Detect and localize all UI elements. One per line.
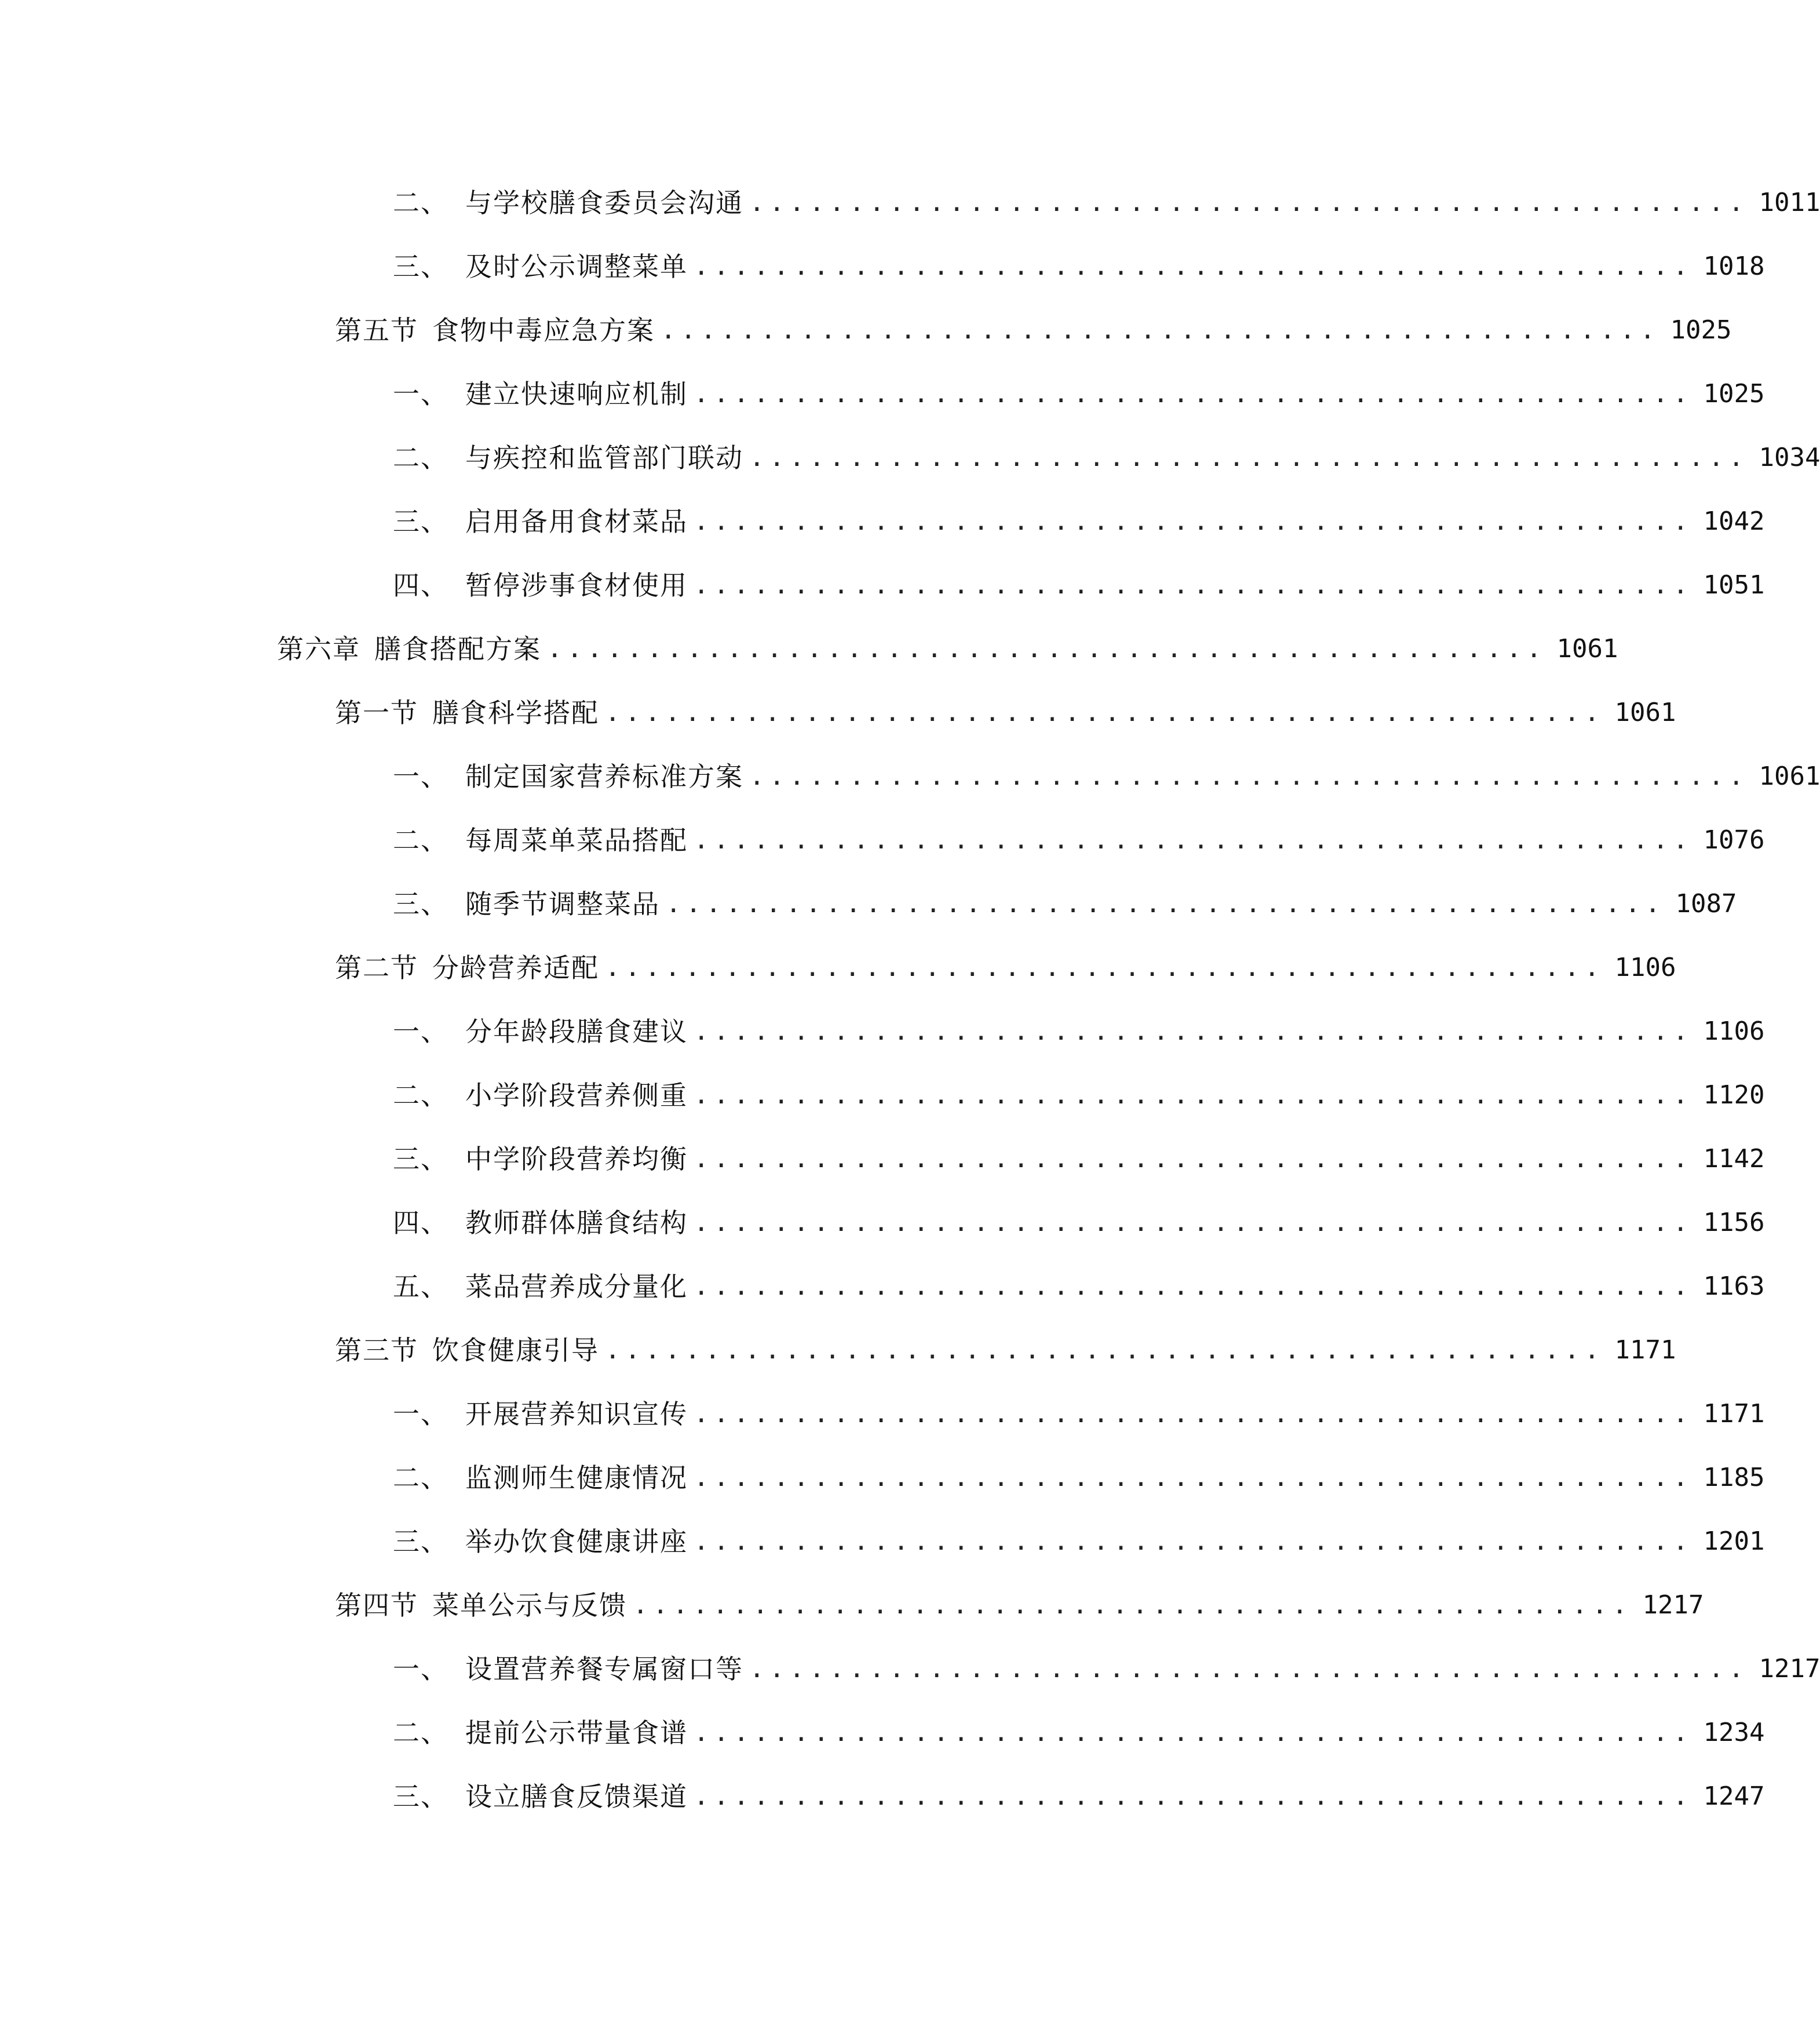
toc-label (335, 942, 599, 994)
toc-title: 设置营养餐专属窗口等 (465, 1653, 743, 1685)
toc-marker: 第五节 (335, 315, 418, 346)
toc-label (393, 368, 688, 420)
toc-entry[interactable] (393, 1005, 1765, 1058)
toc-title: 设立膳食反馈渠道 (465, 1781, 688, 1812)
toc-page-number: 1217 (1759, 1654, 1820, 1684)
toc-page-number: 1018 (1703, 252, 1765, 281)
toc-page-number: 1185 (1703, 1463, 1765, 1492)
toc-marker: 三、 (393, 1143, 448, 1175)
toc-entry[interactable] (393, 1197, 1765, 1249)
toc-entry[interactable] (393, 1388, 1765, 1440)
toc-title: 食物中毒应急方案 (432, 315, 655, 346)
toc-label (393, 1452, 688, 1504)
toc-label (393, 1515, 688, 1568)
toc-marker: 二、 (393, 1462, 448, 1493)
toc-entry[interactable] (393, 1452, 1765, 1504)
toc-entry[interactable] (277, 623, 1618, 675)
dot-leader: .................................................. (694, 379, 1693, 409)
toc-title: 分龄营养适配 (432, 952, 599, 983)
dot-leader: .................................................. (605, 698, 1604, 727)
toc-title: 启用备用食材菜品 (465, 506, 688, 537)
dot-leader: .................................................. (694, 1144, 1693, 1174)
dot-leader: .................................................. (694, 1271, 1693, 1301)
dot-leader: .................................................. (694, 1016, 1693, 1046)
toc-entry[interactable] (335, 1324, 1676, 1376)
toc-title: 监测师生健康情况 (465, 1462, 688, 1493)
toc-marker: 第四节 (335, 1590, 418, 1621)
toc-title: 提前公示带量食谱 (465, 1717, 688, 1748)
toc-marker: 二、 (393, 1717, 448, 1748)
dot-leader: .................................................. (749, 1654, 1749, 1684)
dot-leader: .................................................. (694, 507, 1693, 536)
toc-page-number: 1034 (1759, 443, 1820, 472)
toc-marker: 一、 (393, 761, 448, 792)
toc-page-number: 1234 (1703, 1718, 1765, 1747)
toc-label (393, 177, 743, 229)
toc-marker: 一、 (393, 1653, 448, 1685)
toc-entry[interactable] (393, 878, 1737, 930)
toc-marker: 四、 (393, 1207, 448, 1238)
toc-label (393, 1197, 688, 1249)
dot-leader: .................................................. (694, 1781, 1693, 1811)
toc-label (393, 750, 743, 803)
dot-leader: .................................................. (694, 1526, 1693, 1556)
dot-leader: .................................................. (547, 634, 1547, 664)
toc-entry[interactable] (335, 1579, 1704, 1631)
toc-label (393, 878, 660, 930)
dot-leader: .................................................. (605, 953, 1604, 982)
toc-entry[interactable] (393, 368, 1765, 420)
toc-entry[interactable] (393, 241, 1765, 293)
toc-label (393, 1707, 688, 1759)
toc-label (335, 687, 599, 739)
toc-marker: 三、 (393, 1526, 448, 1557)
toc-label (393, 559, 688, 611)
toc-page-number: 1025 (1670, 315, 1732, 345)
toc-label (393, 1388, 688, 1440)
toc-title: 教师群体膳食结构 (465, 1207, 688, 1238)
toc-title: 饮食健康引导 (432, 1335, 599, 1366)
toc-title: 制定国家营养标准方案 (465, 761, 743, 792)
toc-marker: 一、 (393, 1016, 448, 1047)
dot-leader: .................................................. (666, 889, 1665, 919)
toc-marker: 三、 (393, 251, 448, 282)
toc-label (393, 1005, 688, 1058)
dot-leader: .................................................. (694, 570, 1693, 600)
toc-label (393, 1133, 688, 1185)
toc-title: 与学校膳食委员会沟通 (465, 187, 743, 218)
toc-entry[interactable] (393, 1133, 1765, 1185)
toc-page-number: 1025 (1703, 379, 1765, 409)
toc-page-number: 1247 (1703, 1781, 1765, 1811)
dot-leader: .................................................. (749, 188, 1749, 217)
toc-page-number: 1106 (1614, 953, 1676, 982)
toc-entry[interactable] (393, 750, 1820, 803)
toc-marker: 一、 (393, 1398, 448, 1430)
toc-marker: 四、 (393, 570, 448, 601)
toc-label (335, 1324, 599, 1376)
dot-leader: .................................................. (633, 1590, 1632, 1620)
toc-entry[interactable] (393, 1260, 1765, 1313)
toc-marker: 三、 (393, 888, 448, 920)
toc-page-number: 1087 (1675, 889, 1737, 919)
toc-label (393, 1260, 688, 1313)
toc-page-number: 1171 (1703, 1399, 1765, 1429)
toc-page-number: 1051 (1703, 570, 1765, 600)
toc-title: 菜单公示与反馈 (432, 1590, 627, 1621)
toc-label (393, 432, 743, 484)
toc-title: 与疾控和监管部门联动 (465, 442, 743, 473)
toc-entry[interactable] (393, 432, 1820, 484)
dot-leader: .................................................. (694, 825, 1693, 855)
toc-page-number: 1061 (1759, 762, 1820, 791)
dot-leader: .................................................. (694, 1080, 1693, 1110)
toc-title: 膳食科学搭配 (432, 697, 599, 728)
toc-page-number: 1061 (1556, 634, 1618, 664)
toc-title: 暂停涉事食材使用 (465, 570, 688, 601)
toc-label (393, 1069, 688, 1121)
toc-title: 小学阶段营养侧重 (465, 1080, 688, 1111)
toc-entry[interactable] (393, 1069, 1765, 1121)
toc-entry[interactable] (393, 177, 1820, 229)
toc-label (393, 814, 688, 866)
dot-leader: .................................................. (694, 1718, 1693, 1747)
toc-marker: 第六章 (277, 633, 360, 665)
toc-title: 膳食搭配方案 (374, 633, 541, 665)
toc-entry[interactable] (393, 1643, 1820, 1695)
dot-leader: .................................................. (694, 1399, 1693, 1429)
dot-leader: .................................................. (694, 1208, 1693, 1237)
toc-page-number: 1156 (1703, 1208, 1765, 1237)
toc-marker: 第一节 (335, 697, 418, 728)
toc-marker: 第三节 (335, 1335, 418, 1366)
toc-marker: 二、 (393, 1080, 448, 1111)
toc-title: 及时公示调整菜单 (465, 251, 688, 282)
toc-page-number: 1163 (1703, 1271, 1765, 1301)
toc-entry[interactable] (393, 496, 1765, 548)
toc-page-number: 1011 (1759, 188, 1820, 217)
toc-title: 分年龄段膳食建议 (465, 1016, 688, 1047)
dot-leader: .................................................. (605, 1335, 1604, 1365)
dot-leader: .................................................. (694, 1463, 1693, 1492)
toc-entry[interactable] (393, 1770, 1765, 1823)
dot-leader: .................................................. (749, 443, 1749, 472)
toc-page-number: 1201 (1703, 1526, 1765, 1556)
toc-page-number: 1106 (1703, 1016, 1765, 1046)
toc-page-number: 1171 (1614, 1335, 1676, 1365)
toc-label (393, 241, 688, 293)
toc-label (335, 1579, 627, 1631)
toc-marker: 第二节 (335, 952, 418, 983)
toc-entry[interactable] (393, 814, 1765, 866)
toc-marker: 二、 (393, 825, 448, 856)
toc-label (277, 623, 541, 675)
toc-title: 每周菜单菜品搭配 (465, 825, 688, 856)
toc-marker: 三、 (393, 1781, 448, 1812)
toc-title: 菜品营养成分量化 (465, 1271, 688, 1302)
toc-page-number: 1061 (1614, 698, 1676, 727)
toc-entry[interactable] (393, 1515, 1765, 1568)
toc-title: 建立快速响应机制 (465, 378, 688, 410)
toc-title: 举办饮食健康讲座 (465, 1526, 688, 1557)
toc-entry[interactable] (335, 942, 1676, 994)
dot-leader: .................................................. (749, 762, 1749, 791)
toc-page-number: 1120 (1703, 1080, 1765, 1110)
toc-page-number: 1042 (1703, 507, 1765, 536)
toc-label (393, 496, 688, 548)
toc-label (393, 1770, 688, 1823)
toc-marker: 三、 (393, 506, 448, 537)
toc-marker: 五、 (393, 1271, 448, 1302)
toc-marker: 一、 (393, 378, 448, 410)
toc-label (393, 1643, 743, 1695)
toc-marker: 二、 (393, 187, 448, 218)
toc-title: 随季节调整菜品 (465, 888, 660, 920)
toc-entry[interactable] (393, 559, 1765, 611)
toc-page-number: 1076 (1703, 825, 1765, 855)
toc-entry[interactable] (335, 687, 1676, 739)
toc-label (335, 304, 655, 356)
dot-leader: .................................................. (694, 252, 1693, 281)
dot-leader: .................................................. (661, 315, 1660, 345)
toc-title: 中学阶段营养均衡 (465, 1143, 688, 1175)
toc-entry[interactable] (393, 1707, 1765, 1759)
toc-entry[interactable] (335, 304, 1732, 356)
toc-page-number: 1217 (1642, 1590, 1704, 1620)
toc-marker: 二、 (393, 442, 448, 473)
toc-title: 开展营养知识宣传 (465, 1398, 688, 1430)
toc-page-number: 1142 (1703, 1144, 1765, 1174)
